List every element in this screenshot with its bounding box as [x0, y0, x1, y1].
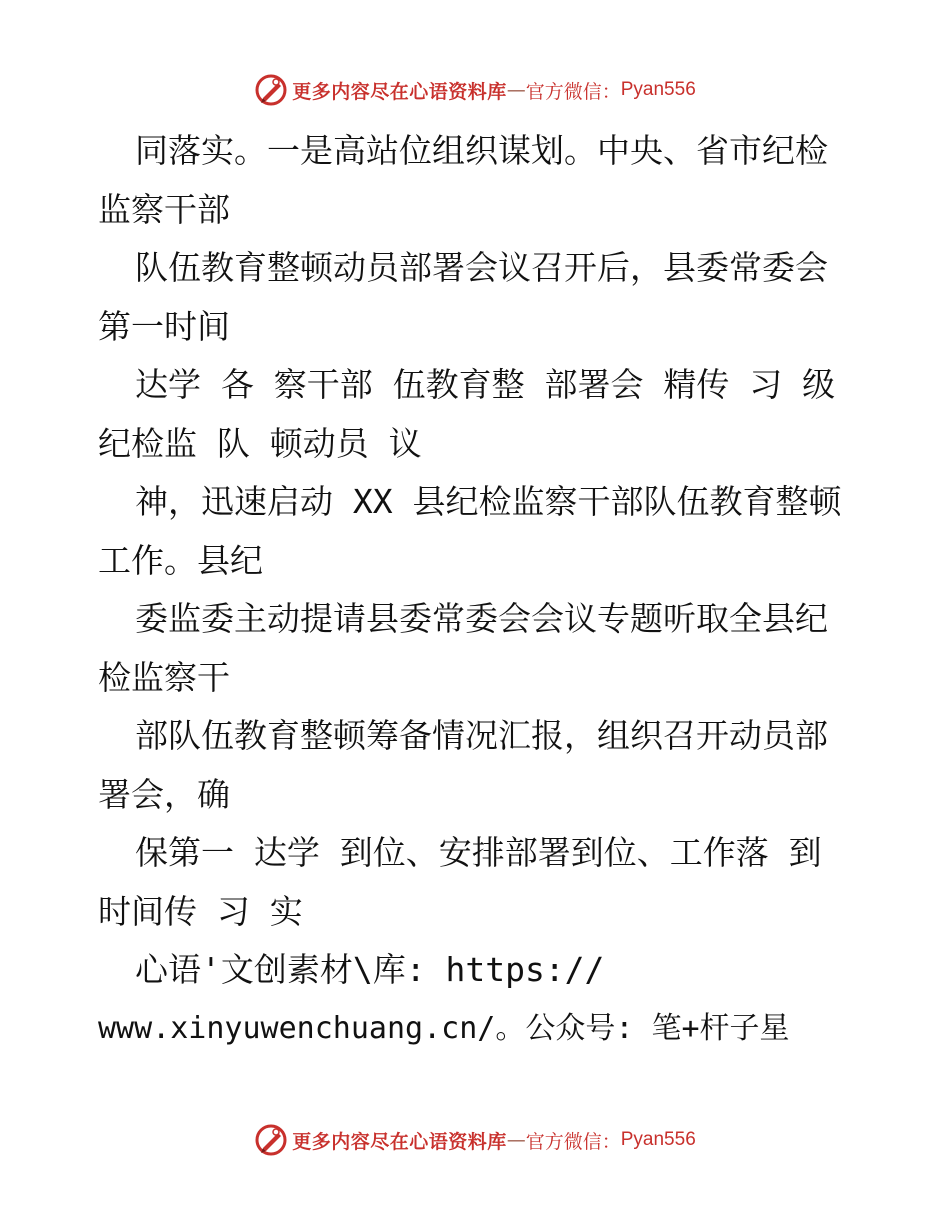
- source-line: 心语'文创素材\库: https://: [135, 950, 605, 989]
- banner-title: 更多内容尽在心语资料库: [292, 1130, 507, 1153]
- header-banner: [0, 70, 950, 110]
- body-line: 署会，确: [98, 774, 230, 814]
- body-line: 达学 各 察干部 伍教育整 部署会 精传 习 级: [135, 365, 836, 404]
- banner-dash: —: [506, 1129, 526, 1151]
- body-line: 部队伍教育整顿筹备情况汇报，组织召开动员部: [135, 716, 828, 755]
- body-line: 同落实。一是高站位组织谋划。中央、省市纪检: [135, 131, 828, 170]
- body-line: 保第一 达学 到位、安排部署到位、工作落 到: [135, 833, 822, 872]
- banner-wechat-label: 官方微信：: [525, 80, 621, 103]
- banner-dash: —: [506, 79, 526, 101]
- body-line: 时间传 习 实: [98, 891, 303, 931]
- banner-wechat-id: Pyan556: [620, 79, 696, 100]
- banner-title: 更多内容尽在心语资料库: [292, 80, 507, 103]
- footer-banner: [0, 1120, 950, 1160]
- document-body: [98, 122, 858, 1058]
- banner-wechat-label: 官方微信：: [525, 1130, 621, 1153]
- body-line: 委监委主动提请县委常委会会议专题听取全县纪: [135, 599, 828, 638]
- body-line: 队伍教育整顿动员部署会议召开后，县委常委会: [135, 248, 828, 287]
- pen-logo-icon: [254, 73, 288, 107]
- banner-wechat-id: Pyan556: [620, 1129, 696, 1150]
- body-line: 神，迅速启动 XX 县纪检监察干部队伍教育整顿: [135, 482, 842, 521]
- body-line: 检监察干: [98, 657, 230, 697]
- body-line: 纪检监 队 顿动员 议: [98, 423, 422, 463]
- body-line: 第一时间: [98, 306, 230, 346]
- website-link[interactable]: www.xinyuwenchuang.cn/。公众号: 笔+杆子星: [98, 1010, 790, 1046]
- body-line: 工作。县纪: [98, 540, 263, 580]
- body-line: 监察干部: [98, 189, 230, 229]
- pen-logo-icon: [254, 1123, 288, 1157]
